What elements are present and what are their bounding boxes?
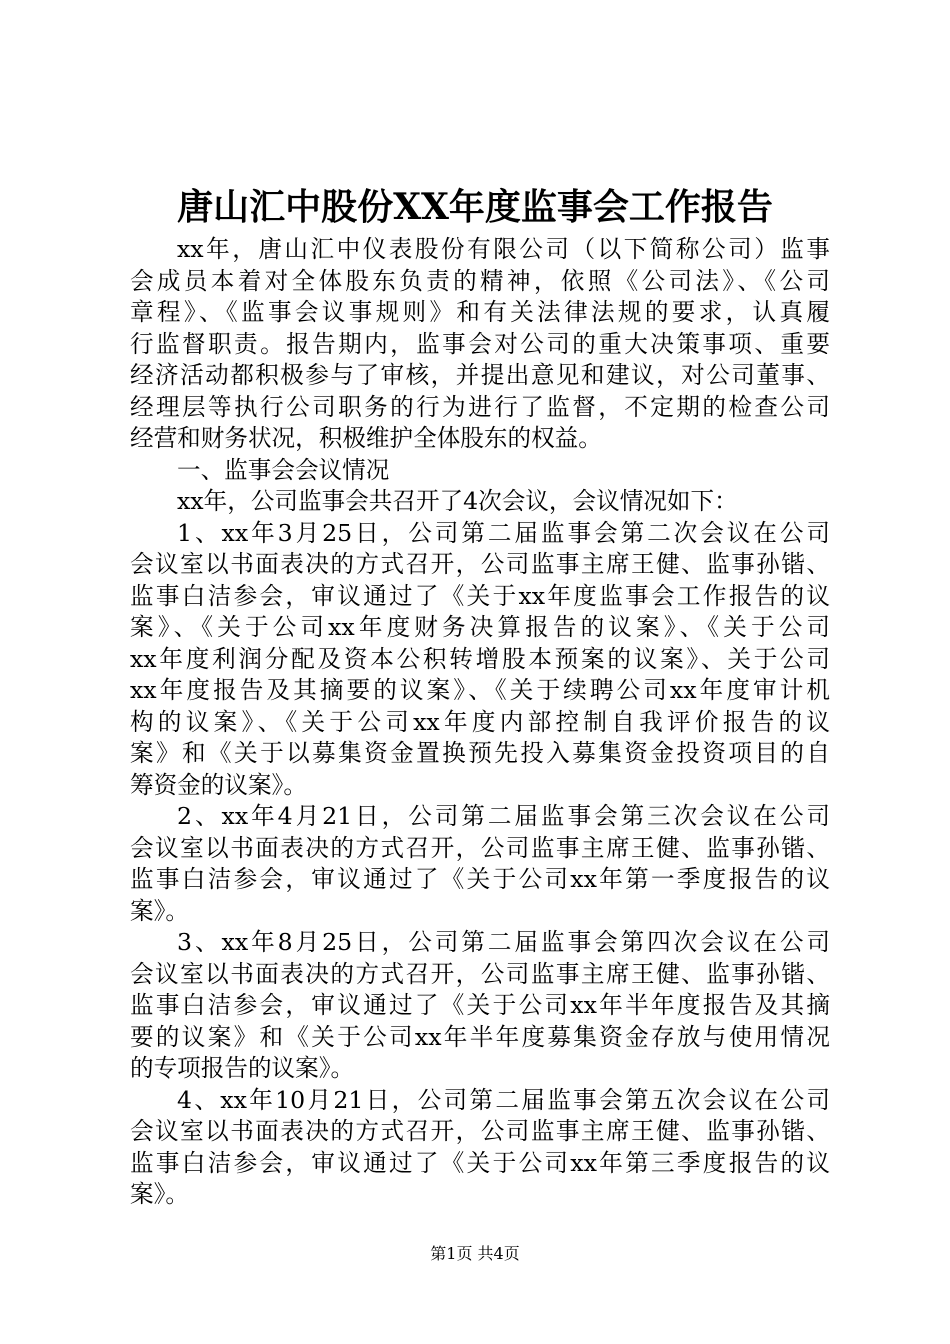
page-number: 第1页 共4页 xyxy=(430,1244,520,1263)
paragraph-line: 监事白洁参会，审议通过了《关于公司xx年第一季度报告的议 xyxy=(130,865,830,893)
paragraph-line: 构的议案》、《关于公司xx年度内部控制自我评价报告的议 xyxy=(130,707,830,736)
paragraph-line: 监事白洁参会，审议通过了《关于公司xx年半年度报告及其摘 xyxy=(130,991,830,1019)
paragraph-line: 经营和财务状况，积极维护全体股东的权益。 xyxy=(130,424,602,452)
paragraph-line: 会议室以书面表决的方式召开，公司监事主席王健、监事孙锴、 xyxy=(130,959,830,988)
paragraph-line: 2、xx年4月21日，公司第二届监事会第三次会议在公司 xyxy=(177,802,830,830)
paragraph-line: 监事白洁参会，审议通过了《关于公司xx年第三季度报告的议 xyxy=(130,1148,830,1177)
paragraph-line: 会议室以书面表决的方式召开，公司监事主席王健、监事孙锴、 xyxy=(130,833,830,862)
paragraph-line: 要的议案》和《关于公司xx年半年度募集资金存放与使用情况 xyxy=(130,1022,830,1051)
paragraph-line: 案》。 xyxy=(130,1180,189,1208)
paragraph-line: 3、xx年8月25日，公司第二届监事会第四次会议在公司 xyxy=(177,928,830,956)
paragraph-line: 案》。 xyxy=(130,896,189,925)
paragraph-line: xx年，唐山汇中仪表股份有限公司（以下简称公司）监事 xyxy=(177,235,830,263)
paragraph-line: 会成员本着对全体股东负责的精神，依照《公司法》、《公司 xyxy=(130,266,830,295)
paragraph-line: 经理层等执行公司职务的行为进行了监督，不定期的检查公司 xyxy=(130,392,830,421)
document-body xyxy=(130,234,830,1211)
paragraph-line: 4、xx年10月21日，公司第二届监事会第五次会议在公司 xyxy=(177,1085,830,1114)
paragraph-line: 会议室以书面表决的方式召开，公司监事主席王健、监事孙锴、 xyxy=(130,550,830,578)
paragraph-line: 的专项报告的议案》。 xyxy=(130,1054,355,1082)
paragraph-line: 筹资金的议案》。 xyxy=(130,770,307,799)
paragraph-line: 1、xx年3月25日，公司第二届监事会第二次会议在公司 xyxy=(177,518,830,547)
paragraph-line: xx年度报告及其摘要的议案》、《关于续聘公司xx年度审计机 xyxy=(130,676,830,704)
paragraph-line: 案》、《关于公司xx年度财务决算报告的议案》、《关于公司 xyxy=(130,613,830,641)
paragraph-line: 会议室以书面表决的方式召开，公司监事主席王健、监事孙锴、 xyxy=(130,1117,830,1145)
paragraph-line: 案》和《关于以募集资金置换预先投入募集资金投资项目的自 xyxy=(130,739,830,767)
section-heading: 一、监事会会议情况 xyxy=(177,455,390,484)
paragraph-line: xx年度利润分配及资本公积转增股本预案的议案》、关于公司 xyxy=(130,644,830,673)
paragraph-line: xx年，公司监事会共召开了4次会议，会议情况如下： xyxy=(177,487,738,515)
paragraph-line: 行监督职责。报告期内，监事会对公司的重大决策事项、重要 xyxy=(130,329,830,358)
paragraph-line: 章程》、《监事会议事规则》和有关法律法规的要求，认真履 xyxy=(130,298,830,326)
paragraph-line: 监事白洁参会，审议通过了《关于xx年度监事会工作报告的议 xyxy=(130,581,830,610)
document-title: 唐山汇中股份XX年度监事会工作报告 xyxy=(177,186,773,228)
paragraph-line: 经济活动都积极参与了审核，并提出意见和建议，对公司董事、 xyxy=(130,361,830,389)
